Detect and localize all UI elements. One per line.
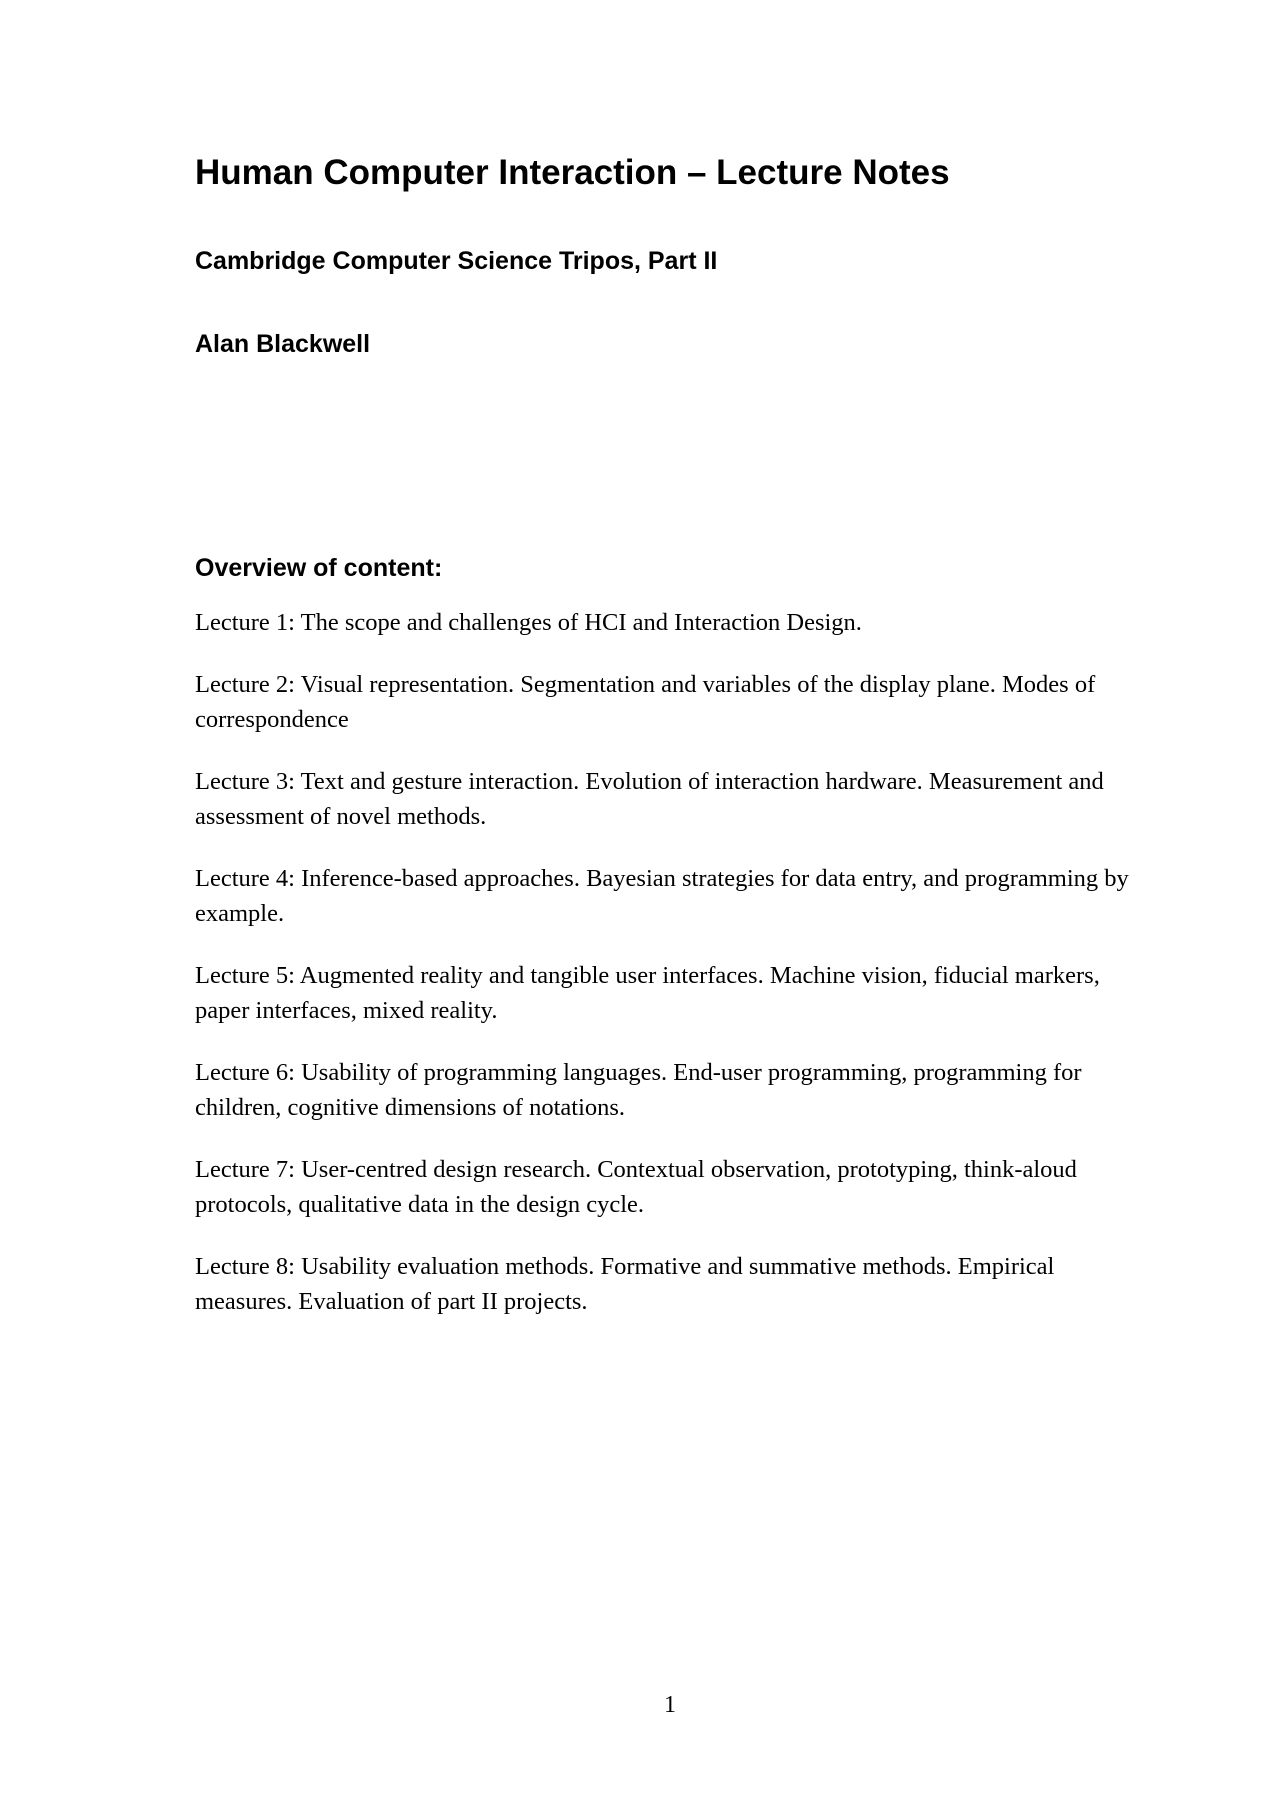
lecture-item-4: Lecture 4: Inference-based approaches. Bayesian strategies for data entry, and programming by example.: [195, 865, 1129, 927]
document-author: Alan Blackwell: [195, 330, 371, 358]
lecture-item-6: Lecture 6: Usability of programming languages. End-user programming, programming for children, cognitive dimensions of notations.: [195, 1059, 1082, 1121]
overview-heading: Overview of content:: [195, 554, 443, 582]
lecture-item-5: Lecture 5: Augmented reality and tangible user interfaces. Machine vision, fiducial markers, paper interfaces, mixed reality.: [195, 962, 1100, 1024]
document-title: Human Computer Interaction – Lecture Notes: [195, 153, 950, 192]
lecture-list: [195, 605, 1145, 1346]
lecture-item-1: Lecture 1: The scope and challenges of HCI and Interaction Design.: [195, 609, 862, 636]
lecture-item-8: Lecture 8: Usability evaluation methods. Formative and summative methods. Empirical measures. Evaluation of part II projects.: [195, 1253, 1055, 1315]
page-number: 1: [664, 1692, 676, 1718]
lecture-item-2: Lecture 2: Visual representation. Segmentation and variables of the display plane. Modes of correspondence: [195, 671, 1096, 733]
lecture-item-7: Lecture 7: User-centred design research. Contextual observation, prototyping, think-aloud protocols, qualitative data in the design cycle.: [195, 1156, 1077, 1218]
document-subtitle: Cambridge Computer Science Tripos, Part II: [195, 247, 718, 275]
lecture-item-3: Lecture 3: Text and gesture interaction. Evolution of interaction hardware. Measurement and assessment of novel methods.: [195, 768, 1104, 830]
